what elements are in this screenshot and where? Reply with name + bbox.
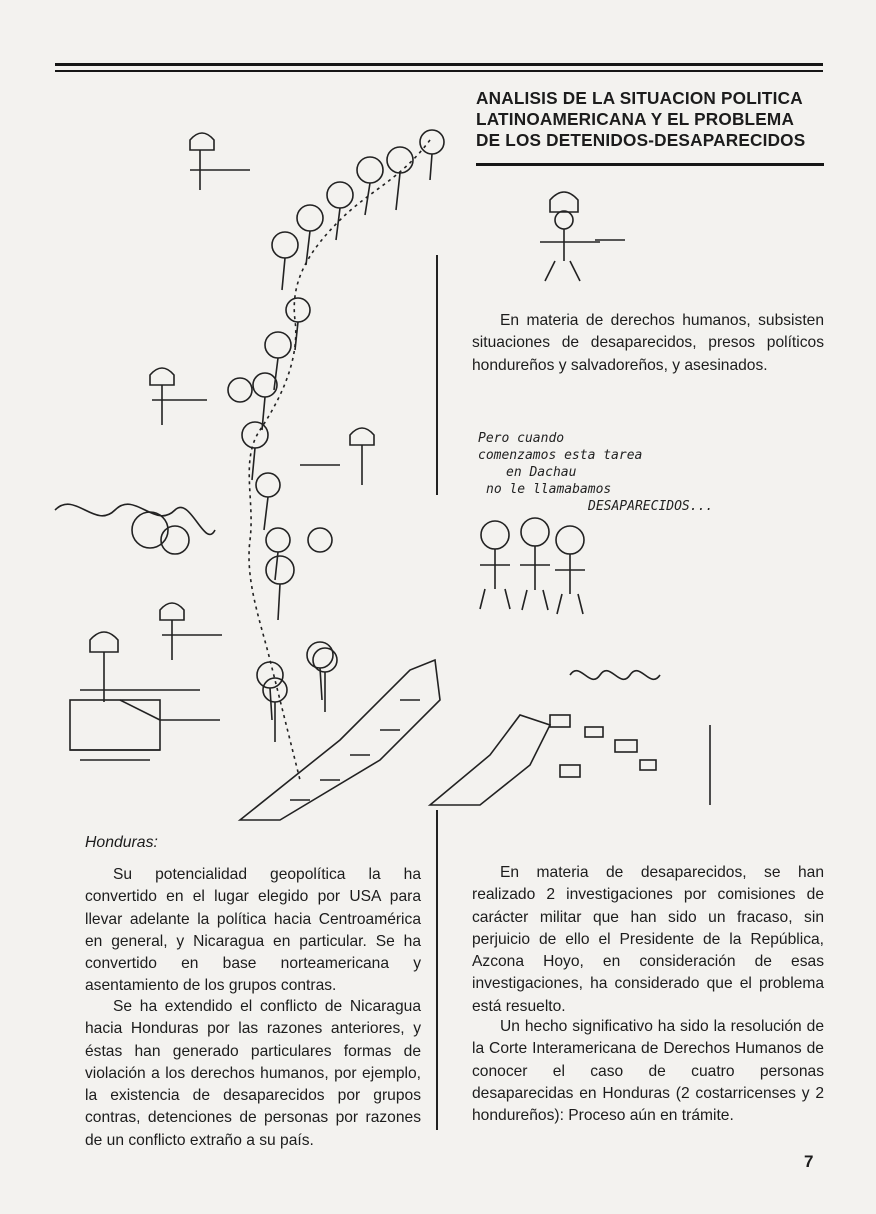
caption-line: DESAPARECIDOS... (588, 499, 714, 514)
title-line: DE LOS DETENIDOS-DESAPARECIDOS (476, 130, 806, 150)
caption-line: no le llamabamos (486, 482, 612, 497)
court-paragraph: Un hecho significativo ha sido la resolución de la Corte Interamericana de Derechos Humanos de conocer el caso de cuatro personas desaparecidas en Honduras (2 costarricenses y 2 hondureños): Proceso aún en trámite. (472, 1018, 824, 1125)
top-rule (55, 63, 823, 66)
honduras-paragraph-2: Se ha extendido el conflicto de Nicaragua hacia Honduras por las razones anteriores, y éstas han generado particulares formas de violación a los derechos humanos, por ejemplo, la existencia de desaparecidos por grupos contras, detenciones de personas por razones de un conflicto extraño a su país. (85, 998, 421, 1149)
intro-paragraph: En materia de derechos humanos, subsisten situaciones de desaparecidos, presos políticos hondureños y salvadoreños, y asesinados. (472, 312, 824, 374)
caption-line: Pero cuando (478, 431, 565, 446)
caption-line: en Dachau (506, 465, 577, 480)
page-number: 7 (804, 1152, 814, 1171)
section-heading: Honduras: (85, 834, 158, 851)
title-line: LATINOAMERICANA Y EL PROBLEMA (476, 109, 795, 129)
cartoon-caption (478, 430, 778, 515)
caption-line: comenzamos esta tarea (478, 448, 643, 463)
rubble-illustration (410, 655, 740, 825)
title-line: ANALISIS DE LA SITUACION POLITICA (476, 88, 803, 108)
soldier-illustration (455, 180, 630, 290)
column-divider-bottom (436, 810, 438, 1130)
honduras-paragraph-1: Su potencialidad geopolítica la ha convertido en el lugar elegido por USA para llevar adelante la política hacia Centroamérica en general, y Nicaragua en particular. Se ha convertido en base norteamericana y asentamiento de los grupos contras. (85, 866, 421, 995)
three-figures-illustration (455, 510, 605, 620)
investigations-paragraph: En materia de desaparecidos, se han realizado 2 investigaciones por comisiones de carácter militar que han sido un fracaso, sin perjuicio de ello el Presidente de la República, Azcona Hoyo, en consideración de esas investigaciones, ha considerado que el problema está resuelto. (472, 864, 824, 1015)
title-underline (476, 163, 824, 166)
top-rule-secondary (55, 70, 823, 72)
article-title (476, 88, 828, 151)
